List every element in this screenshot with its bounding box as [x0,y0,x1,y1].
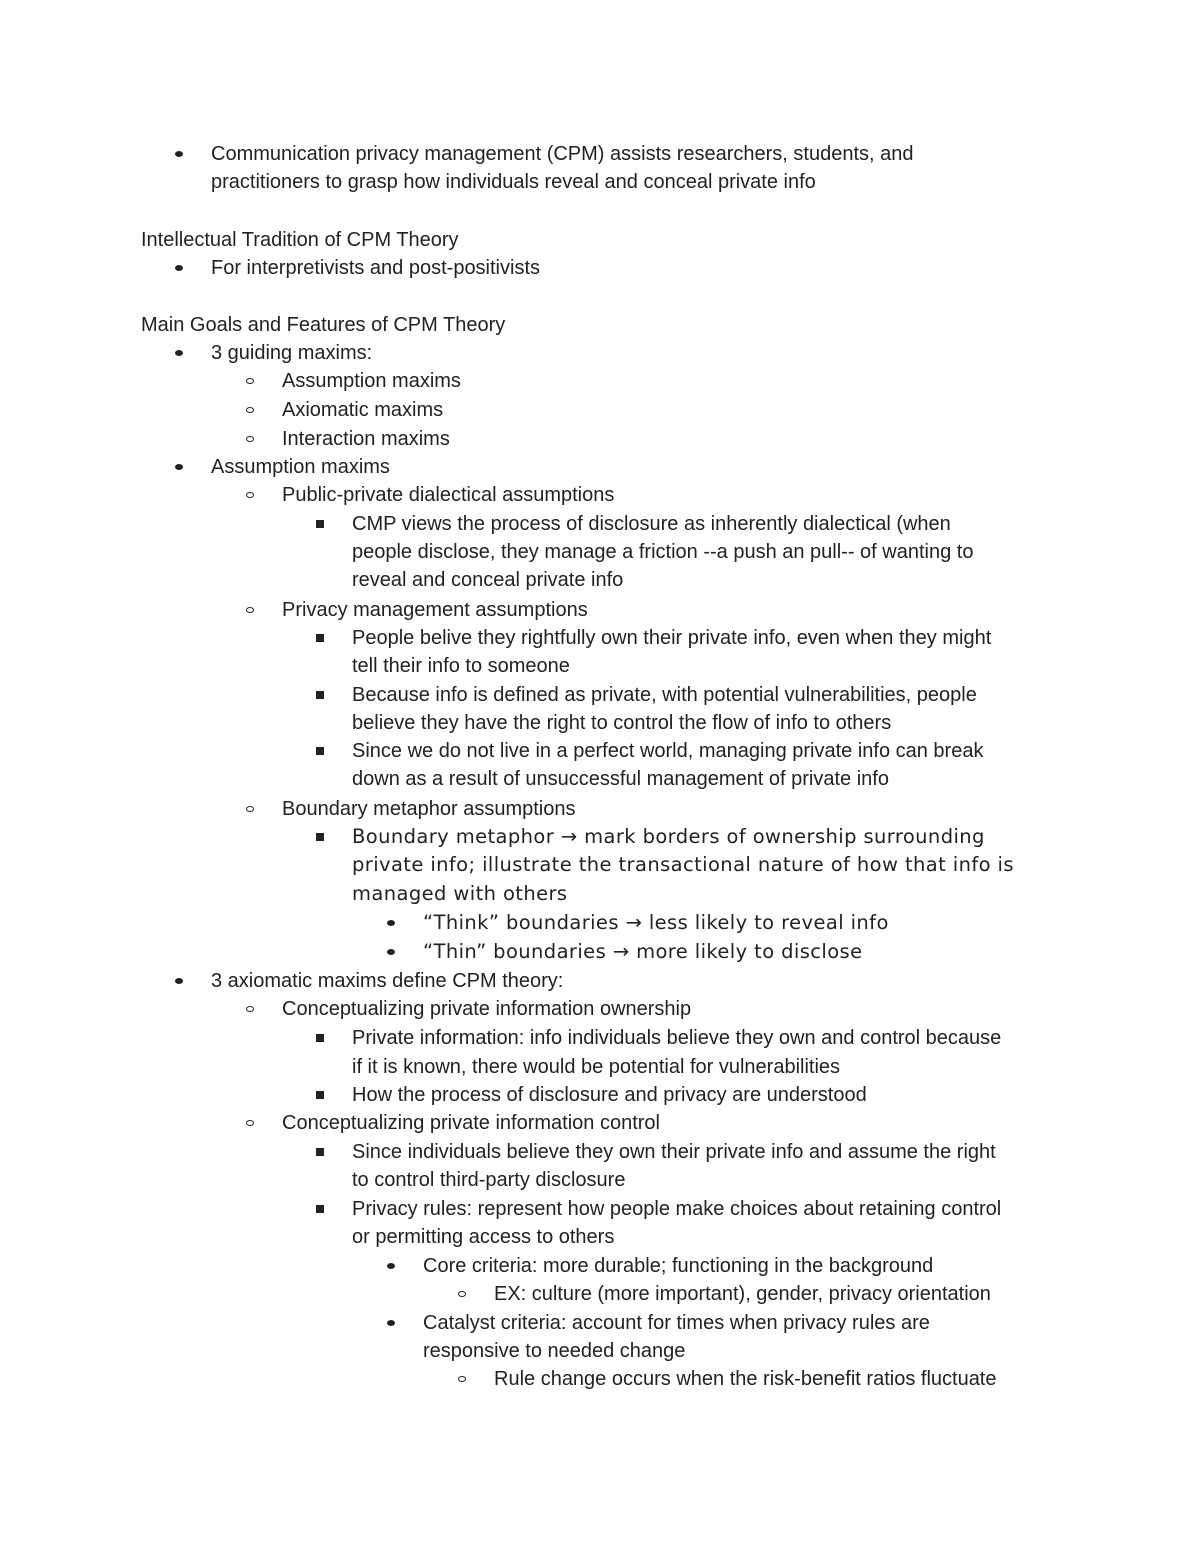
list-item-continuation: down as a result of unsuccessful management of private info [352,768,889,790]
list-item: Public-private dialectical assumptions [282,484,615,506]
list-item: People belive they rightfully own their private info, even when they might [352,627,992,649]
list-item: Conceptualizing private information ownership [282,998,692,1020]
circle-bullet-icon [246,607,254,613]
list-item: “Thin” boundaries → more likely to disclose [423,940,863,963]
list-item-continuation: people disclose, they manage a friction --a push an pull-- of wanting to [352,541,974,563]
list-item-continuation: if it is known, there would be potential for vulnerabilities [352,1056,841,1078]
list-item-continuation: to control third-party disclosure [352,1169,626,1191]
list-item-continuation: or permitting access to others [352,1226,615,1248]
list-item: CMP views the process of disclosure as inherently dialectical (when [352,513,951,535]
square-bullet-icon [316,634,324,642]
list-item-continuation: reveal and conceal private info [352,569,624,591]
list-item: Since individuals believe they own their private info and assume the right [352,1141,996,1163]
list-item: “Think” boundaries → less likely to reveal info [423,911,889,934]
square-bullet-icon [316,520,324,528]
list-item: Privacy management assumptions [282,599,588,621]
disc-bullet-icon [175,978,183,984]
disc-bullet-icon [175,464,183,470]
list-item: Core criteria: more durable; functioning in the background [423,1255,934,1277]
list-item: Assumption maxims [211,456,390,478]
list-item: Conceptualizing private information control [282,1112,660,1134]
square-bullet-icon [316,1091,324,1099]
section-heading: Intellectual Tradition of CPM Theory [141,229,459,251]
list-item: Axiomatic maxims [282,399,444,421]
square-bullet-icon [316,1205,324,1213]
square-bullet-icon [316,1148,324,1156]
disc-bullet-icon [387,1263,395,1269]
list-item-continuation: believe they have the right to control the flow of info to others [352,712,892,734]
circle-bullet-icon [246,1006,254,1012]
square-bullet-icon [316,1034,324,1042]
circle-bullet-icon [246,806,254,812]
list-item-continuation: private info; illustrate the transactional nature of how that info is [352,853,1014,876]
circle-bullet-icon [246,436,254,442]
list-item: Assumption maxims [282,370,461,392]
section-heading: Main Goals and Features of CPM Theory [141,314,506,336]
list-item: Boundary metaphor assumptions [282,798,576,820]
list-item: Since we do not live in a perfect world, managing private info can break [352,740,984,762]
list-item: For interpretivists and post-positivists [211,257,541,279]
list-item: Because info is defined as private, with potential vulnerabilities, people [352,684,977,706]
disc-bullet-icon [387,920,395,926]
list-item: Rule change occurs when the risk-benefit ratios fluctuate [494,1368,997,1390]
list-item: Interaction maxims [282,428,450,450]
disc-bullet-icon [175,265,183,271]
list-item: Boundary metaphor → mark borders of ownership surrounding [352,825,985,848]
list-item-continuation: managed with others [352,882,568,905]
disc-bullet-icon [387,1320,395,1326]
circle-bullet-icon [246,492,254,498]
square-bullet-icon [316,691,324,699]
list-item: Privacy rules: represent how people make choices about retaining control [352,1198,1002,1220]
list-item: Private information: info individuals believe they own and control because [352,1027,1002,1049]
list-item: How the process of disclosure and privacy are understood [352,1084,867,1106]
list-item-continuation: tell their info to someone [352,655,570,677]
list-item: 3 axiomatic maxims define CPM theory: [211,970,564,992]
circle-bullet-icon [246,378,254,384]
disc-bullet-icon [387,949,395,955]
list-item-continuation: responsive to needed change [423,1340,686,1362]
list-item: Communication privacy management (CPM) assists researchers, students, and [211,143,914,165]
circle-bullet-icon [246,1120,254,1126]
circle-bullet-icon [458,1376,466,1382]
list-item-continuation: practitioners to grasp how individuals reveal and conceal private info [211,171,816,193]
circle-bullet-icon [458,1291,466,1297]
list-item: Catalyst criteria: account for times when privacy rules are [423,1312,930,1334]
list-item: 3 guiding maxims: [211,342,373,364]
square-bullet-icon [316,833,324,841]
circle-bullet-icon [246,407,254,413]
disc-bullet-icon [175,350,183,356]
disc-bullet-icon [175,151,183,157]
list-item: EX: culture (more important), gender, privacy orientation [494,1283,991,1305]
square-bullet-icon [316,747,324,755]
